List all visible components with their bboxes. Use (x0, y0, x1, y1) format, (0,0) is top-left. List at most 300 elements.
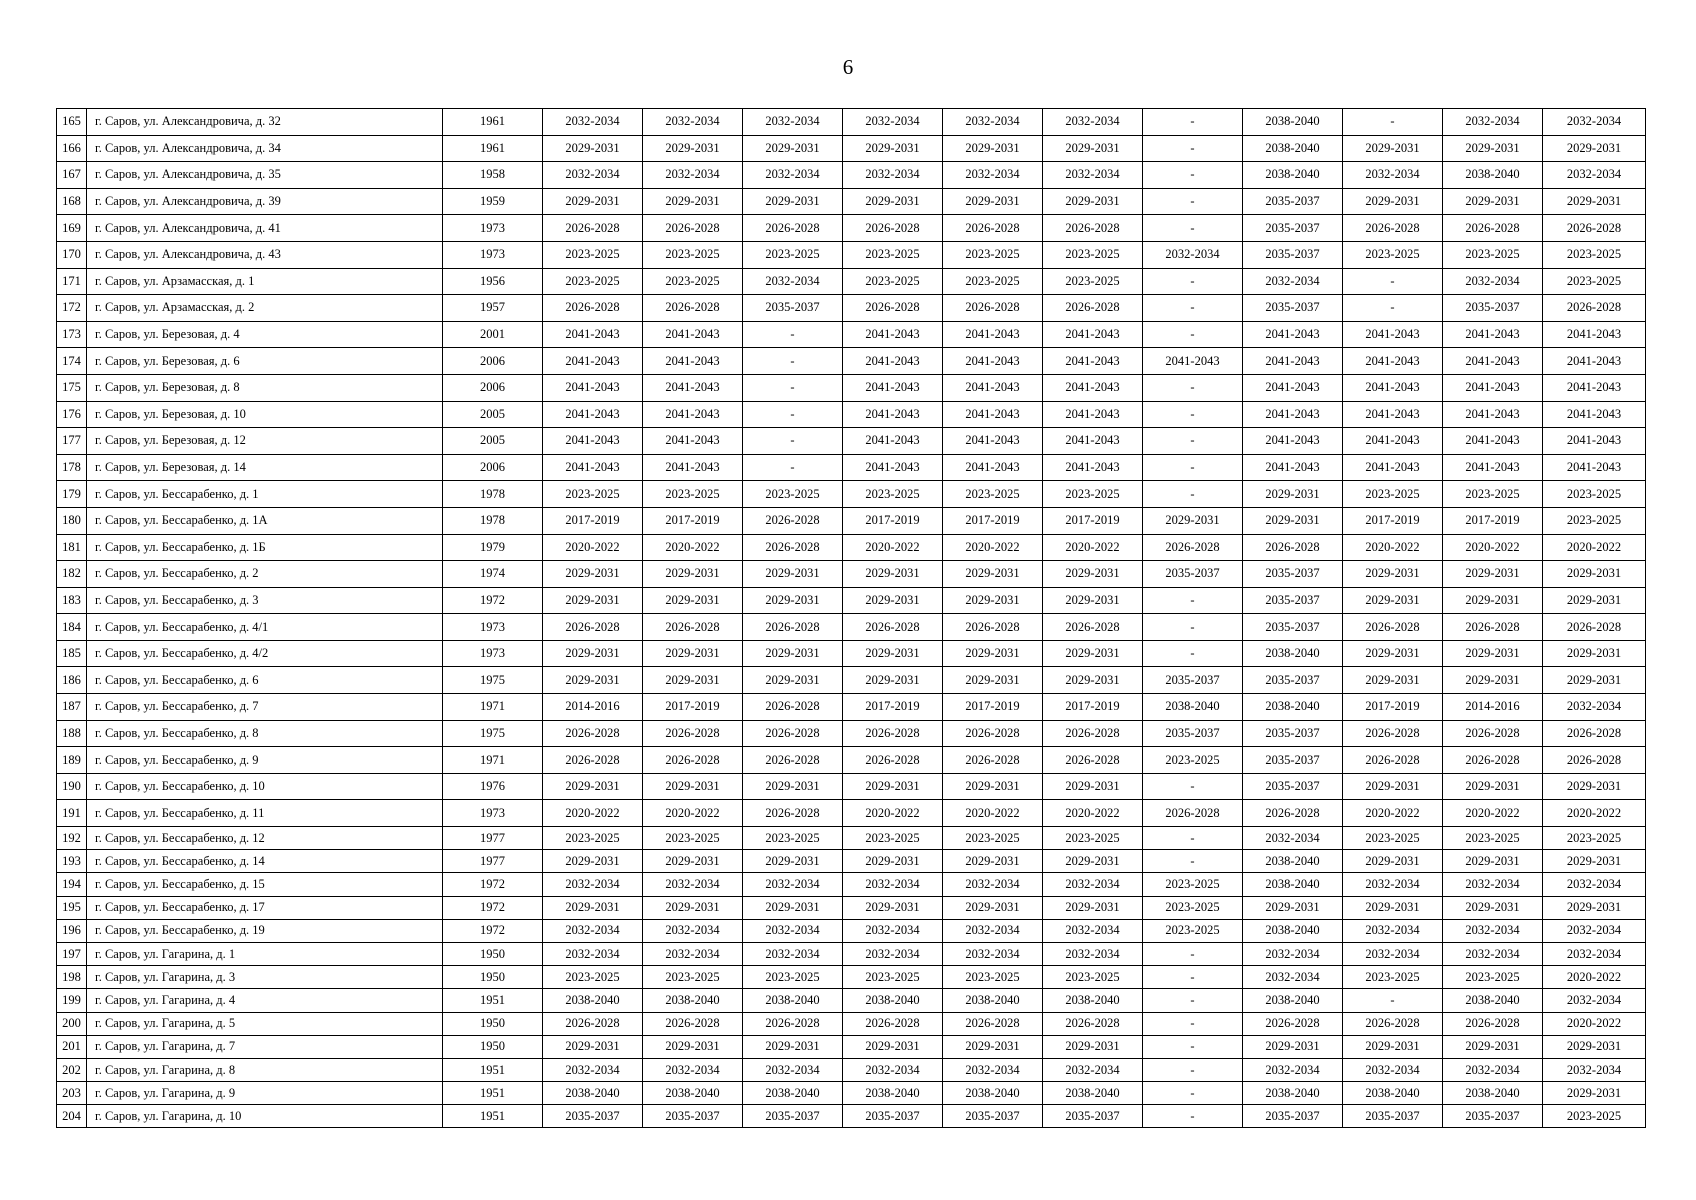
period-cell-11: 2032-2034 (1543, 942, 1646, 965)
row-number-cell: 190 (57, 773, 87, 800)
period-cell-11: 2041-2043 (1543, 374, 1646, 401)
period-cell-5: 2041-2043 (943, 321, 1043, 348)
address-cell: г. Саров, ул. Бессарабенко, д. 14 (87, 850, 443, 873)
period-cell-11: 2041-2043 (1543, 454, 1646, 481)
row-number-cell: 182 (57, 561, 87, 588)
period-cell-8: 2035-2037 (1243, 561, 1343, 588)
period-cell-7: 2041-2043 (1143, 348, 1243, 375)
period-cell-10: 2035-2037 (1443, 295, 1543, 322)
year-built-cell: 1959 (443, 188, 543, 215)
address-cell: г. Саров, ул. Березовая, д. 14 (87, 454, 443, 481)
period-cell-5: 2026-2028 (943, 295, 1043, 322)
period-cell-5: 2026-2028 (943, 215, 1043, 242)
address-cell: г. Саров, ул. Березовая, д. 12 (87, 428, 443, 455)
period-cell-11: 2032-2034 (1543, 109, 1646, 136)
address-cell: г. Саров, ул. Березовая, д. 10 (87, 401, 443, 428)
table-row (57, 401, 1646, 428)
period-cell-6: 2026-2028 (1043, 295, 1143, 322)
period-cell-4: 2041-2043 (843, 428, 943, 455)
period-cell-3: 2026-2028 (743, 507, 843, 534)
period-cell-8: 2035-2037 (1243, 188, 1343, 215)
period-cell-1: 2023-2025 (543, 827, 643, 850)
table-row (57, 966, 1646, 989)
row-number-cell: 172 (57, 295, 87, 322)
period-cell-5: 2023-2025 (943, 966, 1043, 989)
period-cell-5: 2017-2019 (943, 694, 1043, 721)
period-cell-4: 2020-2022 (843, 800, 943, 827)
row-number-cell: 166 (57, 135, 87, 162)
period-cell-9: 2023-2025 (1343, 827, 1443, 850)
period-cell-2: 2032-2034 (643, 942, 743, 965)
period-cell-7: - (1143, 587, 1243, 614)
period-cell-10: 2035-2037 (1443, 1105, 1543, 1128)
period-cell-3: 2029-2031 (743, 135, 843, 162)
period-cell-5: 2035-2037 (943, 1105, 1043, 1128)
period-cell-4: 2026-2028 (843, 747, 943, 774)
table-row (57, 1058, 1646, 1081)
period-cell-3: 2026-2028 (743, 800, 843, 827)
period-cell-2: 2029-2031 (643, 587, 743, 614)
period-cell-6: 2029-2031 (1043, 773, 1143, 800)
year-built-cell: 1972 (443, 587, 543, 614)
row-number-cell: 191 (57, 800, 87, 827)
address-cell: г. Саров, ул. Бессарабенко, д. 1Б (87, 534, 443, 561)
period-cell-6: 2017-2019 (1043, 507, 1143, 534)
period-cell-6: 2032-2034 (1043, 1058, 1143, 1081)
table-row (57, 989, 1646, 1012)
address-cell: г. Саров, ул. Бессарабенко, д. 2 (87, 561, 443, 588)
period-cell-8: 2032-2034 (1243, 942, 1343, 965)
period-cell-9: 2032-2034 (1343, 942, 1443, 965)
period-cell-8: 2041-2043 (1243, 321, 1343, 348)
address-cell: г. Саров, ул. Бессарабенко, д. 9 (87, 747, 443, 774)
address-cell: г. Саров, ул. Гагарина, д. 1 (87, 942, 443, 965)
period-cell-9: - (1343, 268, 1443, 295)
table-row (57, 1105, 1646, 1128)
period-cell-2: 2032-2034 (643, 919, 743, 942)
period-cell-1: 2029-2031 (543, 587, 643, 614)
period-cell-1: 2029-2031 (543, 188, 643, 215)
period-cell-4: 2041-2043 (843, 454, 943, 481)
period-cell-3: - (743, 374, 843, 401)
period-cell-10: 2032-2034 (1443, 109, 1543, 136)
period-cell-5: 2026-2028 (943, 747, 1043, 774)
address-cell: г. Саров, ул. Гагарина, д. 8 (87, 1058, 443, 1081)
period-cell-9: - (1343, 989, 1443, 1012)
period-cell-10: 2014-2016 (1443, 694, 1543, 721)
row-number-cell: 198 (57, 966, 87, 989)
period-cell-10: 2029-2031 (1443, 896, 1543, 919)
row-number-cell: 174 (57, 348, 87, 375)
period-cell-11: 2023-2025 (1543, 481, 1646, 508)
period-cell-9: 2026-2028 (1343, 720, 1443, 747)
period-cell-5: 2038-2040 (943, 1082, 1043, 1105)
row-number-cell: 199 (57, 989, 87, 1012)
period-cell-10: 2026-2028 (1443, 614, 1543, 641)
period-cell-9: 2041-2043 (1343, 454, 1443, 481)
period-cell-7: - (1143, 188, 1243, 215)
period-cell-9: 2029-2031 (1343, 188, 1443, 215)
period-cell-4: 2041-2043 (843, 348, 943, 375)
period-cell-5: 2023-2025 (943, 268, 1043, 295)
row-number-cell: 178 (57, 454, 87, 481)
period-cell-11: 2029-2031 (1543, 850, 1646, 873)
row-number-cell: 197 (57, 942, 87, 965)
period-cell-9: 2023-2025 (1343, 241, 1443, 268)
table-row (57, 773, 1646, 800)
address-cell: г. Саров, ул. Гагарина, д. 10 (87, 1105, 443, 1128)
period-cell-1: 2041-2043 (543, 454, 643, 481)
period-cell-4: 2029-2031 (843, 667, 943, 694)
period-cell-1: 2020-2022 (543, 800, 643, 827)
period-cell-1: 2020-2022 (543, 534, 643, 561)
period-cell-8: 2041-2043 (1243, 401, 1343, 428)
period-cell-2: 2020-2022 (643, 534, 743, 561)
period-cell-6: 2032-2034 (1043, 942, 1143, 965)
period-cell-2: 2029-2031 (643, 640, 743, 667)
period-cell-5: 2041-2043 (943, 401, 1043, 428)
table-row (57, 109, 1646, 136)
year-built-cell: 1950 (443, 966, 543, 989)
period-cell-10: 2032-2034 (1443, 268, 1543, 295)
period-cell-9: 2032-2034 (1343, 919, 1443, 942)
row-number-cell: 196 (57, 919, 87, 942)
period-cell-6: 2032-2034 (1043, 873, 1143, 896)
period-cell-2: 2038-2040 (643, 989, 743, 1012)
period-cell-10: 2041-2043 (1443, 401, 1543, 428)
period-cell-8: 2029-2031 (1243, 896, 1343, 919)
period-cell-11: 2029-2031 (1543, 135, 1646, 162)
year-built-cell: 1972 (443, 896, 543, 919)
period-cell-1: 2023-2025 (543, 481, 643, 508)
period-cell-5: 2029-2031 (943, 1035, 1043, 1058)
address-cell: г. Саров, ул. Бессарабенко, д. 6 (87, 667, 443, 694)
period-cell-5: 2041-2043 (943, 348, 1043, 375)
row-number-cell: 181 (57, 534, 87, 561)
table-row (57, 534, 1646, 561)
period-cell-8: 2029-2031 (1243, 1035, 1343, 1058)
period-cell-9: 2029-2031 (1343, 850, 1443, 873)
period-cell-10: 2023-2025 (1443, 827, 1543, 850)
year-built-cell: 1975 (443, 720, 543, 747)
period-cell-11: 2032-2034 (1543, 162, 1646, 189)
period-cell-11: 2023-2025 (1543, 241, 1646, 268)
period-cell-10: 2038-2040 (1443, 1082, 1543, 1105)
period-cell-11: 2020-2022 (1543, 966, 1646, 989)
period-cell-3: 2023-2025 (743, 481, 843, 508)
period-cell-1: 2029-2031 (543, 135, 643, 162)
table-row (57, 850, 1646, 873)
period-cell-3: 2035-2037 (743, 1105, 843, 1128)
period-cell-4: 2029-2031 (843, 896, 943, 919)
period-cell-3: - (743, 348, 843, 375)
period-cell-1: 2032-2034 (543, 1058, 643, 1081)
period-cell-3: 2026-2028 (743, 1012, 843, 1035)
period-cell-11: 2029-2031 (1543, 1082, 1646, 1105)
period-cell-8: 2029-2031 (1243, 507, 1343, 534)
period-cell-3: 2026-2028 (743, 215, 843, 242)
period-cell-4: 2023-2025 (843, 268, 943, 295)
period-cell-6: 2032-2034 (1043, 919, 1143, 942)
period-cell-2: 2026-2028 (643, 614, 743, 641)
period-cell-7: - (1143, 1082, 1243, 1105)
period-cell-6: 2026-2028 (1043, 614, 1143, 641)
period-cell-4: 2032-2034 (843, 919, 943, 942)
period-cell-3: 2038-2040 (743, 1082, 843, 1105)
table-row (57, 295, 1646, 322)
period-cell-6: 2041-2043 (1043, 321, 1143, 348)
period-cell-2: 2032-2034 (643, 162, 743, 189)
period-cell-1: 2029-2031 (543, 850, 643, 873)
period-cell-5: 2020-2022 (943, 800, 1043, 827)
year-built-cell: 1951 (443, 989, 543, 1012)
row-number-cell: 201 (57, 1035, 87, 1058)
period-cell-2: 2029-2031 (643, 1035, 743, 1058)
year-built-cell: 1951 (443, 1058, 543, 1081)
table-row (57, 720, 1646, 747)
period-cell-7: - (1143, 773, 1243, 800)
table-row (57, 896, 1646, 919)
period-cell-8: 2035-2037 (1243, 614, 1343, 641)
period-cell-7: 2023-2025 (1143, 747, 1243, 774)
row-number-cell: 186 (57, 667, 87, 694)
period-cell-6: 2029-2031 (1043, 587, 1143, 614)
row-number-cell: 185 (57, 640, 87, 667)
period-cell-2: 2041-2043 (643, 374, 743, 401)
period-cell-7: - (1143, 1035, 1243, 1058)
period-cell-3: 2032-2034 (743, 873, 843, 896)
period-cell-11: 2029-2031 (1543, 667, 1646, 694)
period-cell-9: 2029-2031 (1343, 1035, 1443, 1058)
period-cell-5: 2032-2034 (943, 162, 1043, 189)
row-number-cell: 189 (57, 747, 87, 774)
period-cell-7: - (1143, 215, 1243, 242)
period-cell-6: 2023-2025 (1043, 827, 1143, 850)
table-row (57, 1012, 1646, 1035)
period-cell-6: 2041-2043 (1043, 374, 1143, 401)
period-cell-8: 2038-2040 (1243, 162, 1343, 189)
table-row (57, 454, 1646, 481)
period-cell-7: 2038-2040 (1143, 694, 1243, 721)
period-cell-9: 2029-2031 (1343, 135, 1443, 162)
row-number-cell: 167 (57, 162, 87, 189)
period-cell-1: 2026-2028 (543, 720, 643, 747)
period-cell-8: 2032-2034 (1243, 1058, 1343, 1081)
address-cell: г. Саров, ул. Александровича, д. 32 (87, 109, 443, 136)
period-cell-3: 2035-2037 (743, 295, 843, 322)
period-cell-1: 2014-2016 (543, 694, 643, 721)
period-cell-11: 2041-2043 (1543, 348, 1646, 375)
period-cell-5: 2026-2028 (943, 614, 1043, 641)
period-cell-10: 2020-2022 (1443, 534, 1543, 561)
period-cell-6: 2026-2028 (1043, 747, 1143, 774)
row-number-cell: 195 (57, 896, 87, 919)
period-cell-6: 2029-2031 (1043, 640, 1143, 667)
address-cell: г. Саров, ул. Гагарина, д. 7 (87, 1035, 443, 1058)
period-cell-7: - (1143, 1105, 1243, 1128)
period-cell-8: 2038-2040 (1243, 135, 1343, 162)
period-cell-8: 2038-2040 (1243, 989, 1343, 1012)
address-cell: г. Саров, ул. Бессарабенко, д. 8 (87, 720, 443, 747)
period-cell-8: 2038-2040 (1243, 109, 1343, 136)
period-cell-4: 2023-2025 (843, 481, 943, 508)
row-number-cell: 175 (57, 374, 87, 401)
period-cell-8: 2038-2040 (1243, 1082, 1343, 1105)
year-built-cell: 1973 (443, 640, 543, 667)
period-cell-11: 2023-2025 (1543, 827, 1646, 850)
period-cell-8: 2041-2043 (1243, 454, 1343, 481)
period-cell-9: 2029-2031 (1343, 896, 1443, 919)
page-number: 6 (842, 55, 854, 79)
period-cell-10: 2032-2034 (1443, 873, 1543, 896)
period-cell-11: 2020-2022 (1543, 800, 1646, 827)
period-cell-10: 2041-2043 (1443, 428, 1543, 455)
year-built-cell: 2005 (443, 401, 543, 428)
period-cell-6: 2023-2025 (1043, 481, 1143, 508)
period-cell-7: - (1143, 109, 1243, 136)
period-cell-6: 2029-2031 (1043, 561, 1143, 588)
row-number-cell: 169 (57, 215, 87, 242)
period-cell-8: 2035-2037 (1243, 667, 1343, 694)
period-cell-10: 2041-2043 (1443, 321, 1543, 348)
period-cell-7: - (1143, 966, 1243, 989)
row-number-cell: 184 (57, 614, 87, 641)
period-cell-3: 2023-2025 (743, 827, 843, 850)
period-cell-11: 2020-2022 (1543, 1012, 1646, 1035)
period-cell-1: 2032-2034 (543, 919, 643, 942)
period-cell-5: 2032-2034 (943, 942, 1043, 965)
period-cell-4: 2032-2034 (843, 109, 943, 136)
period-cell-5: 2029-2031 (943, 773, 1043, 800)
table-row (57, 162, 1646, 189)
year-built-cell: 1961 (443, 135, 543, 162)
period-cell-2: 2029-2031 (643, 896, 743, 919)
address-cell: г. Саров, ул. Березовая, д. 4 (87, 321, 443, 348)
year-built-cell: 1950 (443, 1035, 543, 1058)
period-cell-3: 2023-2025 (743, 241, 843, 268)
year-built-cell: 1973 (443, 800, 543, 827)
period-cell-4: 2041-2043 (843, 401, 943, 428)
period-cell-11: 2041-2043 (1543, 321, 1646, 348)
year-built-cell: 1974 (443, 561, 543, 588)
period-cell-9: 2029-2031 (1343, 640, 1443, 667)
period-cell-4: 2029-2031 (843, 587, 943, 614)
period-cell-8: 2035-2037 (1243, 720, 1343, 747)
period-cell-11: 2023-2025 (1543, 268, 1646, 295)
period-cell-6: 2038-2040 (1043, 989, 1143, 1012)
period-cell-4: 2029-2031 (843, 188, 943, 215)
year-built-cell: 2006 (443, 374, 543, 401)
period-cell-7: 2032-2034 (1143, 241, 1243, 268)
year-built-cell: 1972 (443, 919, 543, 942)
period-cell-11: 2026-2028 (1543, 614, 1646, 641)
period-cell-2: 2041-2043 (643, 401, 743, 428)
period-cell-1: 2026-2028 (543, 747, 643, 774)
table-row (57, 640, 1646, 667)
year-built-cell: 1978 (443, 481, 543, 508)
period-cell-2: 2038-2040 (643, 1082, 743, 1105)
address-cell: г. Саров, ул. Арзамасская, д. 2 (87, 295, 443, 322)
period-cell-4: 2020-2022 (843, 534, 943, 561)
period-cell-3: 2026-2028 (743, 720, 843, 747)
table-row (57, 348, 1646, 375)
period-cell-6: 2023-2025 (1043, 966, 1143, 989)
period-cell-4: 2026-2028 (843, 1012, 943, 1035)
period-cell-4: 2026-2028 (843, 614, 943, 641)
period-cell-6: 2026-2028 (1043, 1012, 1143, 1035)
period-cell-4: 2023-2025 (843, 966, 943, 989)
period-cell-1: 2041-2043 (543, 428, 643, 455)
period-cell-11: 2041-2043 (1543, 428, 1646, 455)
address-cell: г. Саров, ул. Гагарина, д. 5 (87, 1012, 443, 1035)
period-cell-10: 2038-2040 (1443, 989, 1543, 1012)
period-cell-9: 2020-2022 (1343, 800, 1443, 827)
period-cell-1: 2023-2025 (543, 268, 643, 295)
period-cell-10: 2026-2028 (1443, 720, 1543, 747)
year-built-cell: 1951 (443, 1082, 543, 1105)
period-cell-8: 2041-2043 (1243, 348, 1343, 375)
period-cell-7: - (1143, 942, 1243, 965)
period-cell-3: 2023-2025 (743, 966, 843, 989)
address-cell: г. Саров, ул. Бессарабенко, д. 10 (87, 773, 443, 800)
period-cell-7: - (1143, 481, 1243, 508)
period-cell-1: 2026-2028 (543, 215, 643, 242)
period-cell-8: 2038-2040 (1243, 850, 1343, 873)
period-cell-9: 2026-2028 (1343, 215, 1443, 242)
period-cell-4: 2029-2031 (843, 850, 943, 873)
period-cell-5: 2032-2034 (943, 919, 1043, 942)
table-row (57, 268, 1646, 295)
period-cell-5: 2029-2031 (943, 896, 1043, 919)
period-cell-1: 2032-2034 (543, 873, 643, 896)
address-cell: г. Саров, ул. Бессарабенко, д. 17 (87, 896, 443, 919)
period-cell-10: 2029-2031 (1443, 667, 1543, 694)
period-cell-7: - (1143, 454, 1243, 481)
address-cell: г. Саров, ул. Бессарабенко, д. 4/1 (87, 614, 443, 641)
period-cell-10: 2029-2031 (1443, 773, 1543, 800)
period-cell-5: 2041-2043 (943, 454, 1043, 481)
period-cell-6: 2041-2043 (1043, 348, 1143, 375)
period-cell-9: 2017-2019 (1343, 694, 1443, 721)
period-cell-9: - (1343, 109, 1443, 136)
period-cell-6: 2023-2025 (1043, 268, 1143, 295)
row-number-cell: 200 (57, 1012, 87, 1035)
period-cell-8: 2032-2034 (1243, 268, 1343, 295)
period-cell-4: 2023-2025 (843, 241, 943, 268)
period-cell-2: 2026-2028 (643, 747, 743, 774)
table-row (57, 919, 1646, 942)
period-cell-3: - (743, 454, 843, 481)
period-cell-6: 2029-2031 (1043, 667, 1143, 694)
period-cell-11: 2029-2031 (1543, 1035, 1646, 1058)
row-number-cell: 203 (57, 1082, 87, 1105)
period-cell-5: 2029-2031 (943, 850, 1043, 873)
period-cell-4: 2032-2034 (843, 873, 943, 896)
period-cell-6: 2041-2043 (1043, 401, 1143, 428)
year-built-cell: 1975 (443, 667, 543, 694)
period-cell-2: 2041-2043 (643, 321, 743, 348)
address-cell: г. Саров, ул. Бессарабенко, д. 3 (87, 587, 443, 614)
period-cell-6: 2020-2022 (1043, 800, 1143, 827)
period-cell-9: 2032-2034 (1343, 873, 1443, 896)
period-cell-1: 2029-2031 (543, 896, 643, 919)
period-cell-7: - (1143, 1058, 1243, 1081)
period-cell-5: 2020-2022 (943, 534, 1043, 561)
table-body (57, 109, 1646, 1128)
period-cell-6: 2032-2034 (1043, 109, 1143, 136)
period-cell-2: 2023-2025 (643, 241, 743, 268)
period-cell-3: 2032-2034 (743, 919, 843, 942)
